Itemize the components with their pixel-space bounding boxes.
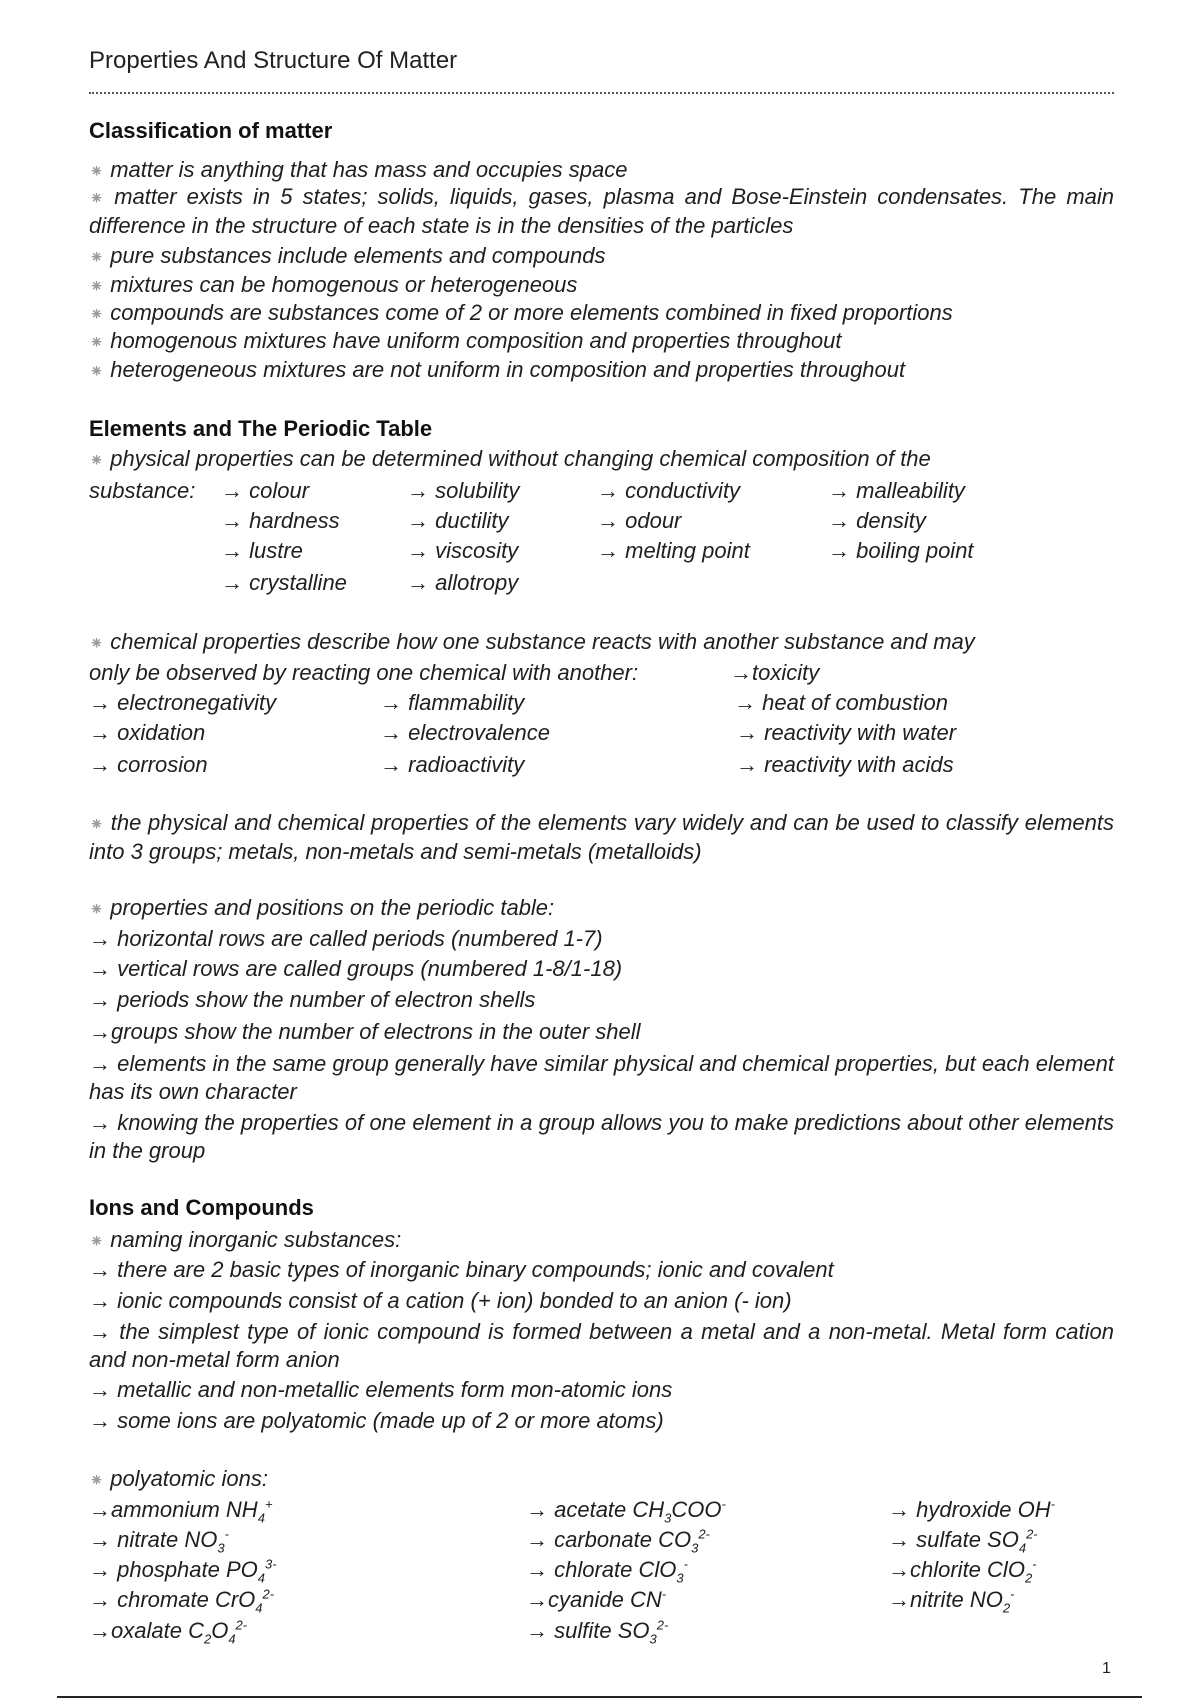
ion-formula-part: 2-	[1026, 1526, 1038, 1542]
ion-formula-part: 2-	[656, 1617, 669, 1633]
ion-formula-part: -	[661, 1586, 667, 1602]
classification-line: ⁕ pure substances include elements and compounds	[89, 243, 606, 268]
ion-formula-part: SO	[987, 1527, 1019, 1552]
physical-property: → odour	[597, 508, 682, 533]
ions-line: → the simplest type of ionic compound is formed between a metal and a non-metal. Metal form cation and non-metal form anion	[89, 1319, 1114, 1372]
physical-properties-intro: ⁕ physical properties can be determined without changing chemical composition of the	[89, 446, 931, 471]
periodic-position-line: → horizontal rows are called periods (numbered 1-7)	[89, 926, 603, 951]
polyatomic-ions-intro: ⁕ polyatomic ions:	[89, 1466, 268, 1491]
heading-periodic-table: Elements and The Periodic Table	[89, 416, 433, 441]
ion-name: → nitrate	[89, 1527, 185, 1552]
chemical-property: → flammability	[380, 690, 525, 715]
ion-name: → chromate	[89, 1587, 215, 1612]
periodic-position-line: →groups show the number of electrons in the outer shell	[89, 1019, 641, 1044]
ion-formula-part: 3	[649, 1631, 657, 1647]
chemical-property: → electronegativity	[89, 690, 277, 715]
ion-formula-part: 2-	[698, 1526, 710, 1542]
ion-name: →ammonium	[89, 1497, 226, 1522]
ion-formula-part: -	[1032, 1556, 1037, 1572]
ion-formula-part: CN	[629, 1587, 662, 1612]
ion-formula-part: ClO	[987, 1557, 1025, 1582]
physical-property: → boiling point	[828, 538, 974, 563]
polyatomic-ion	[526, 1587, 666, 1613]
page-number: 1	[1102, 1660, 1111, 1677]
classification-line: ⁕ matter exists in 5 states; solids, liquids, gases, plasma and Bose-Einstein condensates. The main difference in the structure of each state is in the densities of the particles	[89, 184, 1114, 238]
page-bottom-rule	[57, 1696, 1142, 1698]
ion-name: → sulfite	[526, 1618, 618, 1643]
ion-formula-part: 2	[203, 1631, 212, 1647]
ion-formula-part: 3	[664, 1510, 672, 1526]
ion-formula-part: OH	[1017, 1497, 1051, 1522]
chemical-property: → corrosion	[89, 752, 208, 777]
ion-formula-part: 2	[1002, 1600, 1011, 1616]
chemical-properties-intro: ⁕ chemical properties describe how one substance reacts with another substance and may	[89, 629, 975, 654]
periodic-position-line: → elements in the same group generally have similar physical and chemical properties, but each element has its own character	[89, 1051, 1114, 1104]
ions-line: → metallic and non-metallic elements form mon-atomic ions	[89, 1377, 673, 1402]
ion-formula-part: -	[721, 1496, 726, 1512]
ion-formula-part: CrO	[214, 1587, 256, 1612]
physical-property: → crystalline	[221, 570, 347, 595]
ion-formula-part: 4	[255, 1600, 263, 1616]
ion-formula-part: 3-	[265, 1556, 277, 1572]
polyatomic-ion	[526, 1526, 710, 1556]
bullet-icon: ⁕	[89, 1231, 105, 1251]
polyatomic-ion	[888, 1497, 1055, 1523]
classification-line: ⁕ homogenous mixtures have uniform composition and properties throughout	[89, 328, 842, 353]
polyatomic-ion	[89, 1526, 229, 1556]
ion-name: → chlorate	[526, 1557, 639, 1582]
physical-property: → viscosity	[407, 538, 519, 563]
ion-formula-part: 3	[217, 1540, 225, 1556]
ions-line: → ionic compounds consist of a cation (+ ion) bonded to an anion (- ion)	[89, 1288, 792, 1313]
ions-line: ⁕ naming inorganic substances:	[89, 1227, 402, 1252]
ion-formula-part: C	[188, 1618, 204, 1643]
bullet-icon: ⁕	[89, 188, 105, 208]
classify-elements-text: ⁕ the physical and chemical properties of the elements vary widely and can be used to classify elements into 3 groups; metals, non-metals and semi-metals (metalloids)	[89, 810, 1114, 864]
bullet-icon: ⁕	[89, 161, 105, 181]
ion-formula-part: NO	[969, 1587, 1003, 1612]
physical-property: → ductility	[407, 508, 509, 533]
ion-name: →nitrite	[888, 1587, 970, 1612]
chemical-property: →toxicity	[730, 660, 820, 685]
polyatomic-ion	[89, 1586, 275, 1616]
ion-name: →cyanide	[526, 1587, 630, 1612]
ion-formula-part: -	[683, 1556, 688, 1572]
polyatomic-ion	[526, 1496, 726, 1526]
ion-formula-part: CO	[658, 1527, 692, 1552]
chemical-property: → reactivity with water	[736, 720, 957, 745]
physical-property: → lustre	[221, 538, 303, 563]
bullet-icon: ⁕	[89, 899, 105, 919]
bullet-icon: ⁕	[89, 304, 105, 324]
periodic-position-line: ⁕ properties and positions on the periodic table:	[89, 895, 555, 920]
chemical-property: → radioactivity	[380, 752, 525, 777]
polyatomic-ion	[888, 1586, 1015, 1616]
polyatomic-ion	[89, 1496, 273, 1526]
classification-line: ⁕ heterogeneous mixtures are not uniform in composition and properties throughout	[89, 357, 906, 382]
ions-line: → some ions are polyatomic (made up of 2 or more atoms)	[89, 1408, 664, 1433]
bullet-icon: ⁕	[89, 450, 105, 470]
ion-formula-part: -	[224, 1526, 229, 1542]
ion-formula-part: PO	[225, 1557, 258, 1582]
polyatomic-ion	[89, 1556, 277, 1586]
ion-formula-part: 4	[257, 1510, 265, 1526]
physical-properties-lead: substance:	[89, 478, 196, 503]
ion-formula-part: 2-	[235, 1617, 248, 1633]
heading-ions-compounds: Ions and Compounds	[89, 1195, 314, 1220]
ion-formula-part: SO	[617, 1618, 650, 1643]
ion-formula-part: CH	[632, 1497, 665, 1522]
ion-formula-part: NO	[184, 1527, 218, 1552]
physical-property: → conductivity	[597, 478, 741, 503]
chemical-property: → heat of combustion	[734, 690, 949, 715]
ion-name: → acetate	[526, 1497, 633, 1522]
physical-property: → allotropy	[407, 570, 519, 595]
bullet-icon: ⁕	[89, 814, 105, 834]
ions-line: → there are 2 basic types of inorganic binary compounds; ionic and covalent	[89, 1257, 834, 1282]
ion-name: → phosphate	[89, 1557, 226, 1582]
polyatomic-ion	[526, 1617, 669, 1647]
polyatomic-ion	[89, 1617, 248, 1647]
physical-property: → density	[828, 508, 926, 533]
ion-formula-part: 2-	[262, 1586, 275, 1602]
physical-property: → melting point	[597, 538, 750, 563]
chemical-properties-intro: only be observed by reacting one chemical with another:	[89, 660, 639, 685]
ion-formula-part: 4	[257, 1570, 266, 1586]
periodic-position-line: → knowing the properties of one element in a group allows you to make predictions about other elements in the group	[89, 1110, 1114, 1163]
ion-formula-part: 2	[1024, 1570, 1033, 1586]
ion-name: →oxalate	[89, 1618, 189, 1643]
ion-formula-part: +	[264, 1496, 273, 1512]
classification-line: ⁕ mixtures can be homogenous or heterogeneous	[89, 272, 578, 297]
ion-formula-part: 3	[691, 1540, 699, 1556]
bullet-icon: ⁕	[89, 276, 105, 296]
heading-classification: Classification of matter	[89, 118, 333, 143]
ion-name: → sulfate	[888, 1527, 988, 1552]
ion-name: →chlorite	[888, 1557, 988, 1582]
physical-property: → colour	[221, 478, 310, 503]
page-title: Properties And Structure Of Matter	[89, 47, 458, 74]
ion-name: → carbonate	[526, 1527, 659, 1552]
ion-formula-part: 4	[1018, 1540, 1027, 1556]
bullet-icon: ⁕	[89, 1470, 105, 1490]
ion-formula-part: 4	[228, 1631, 236, 1647]
chemical-property: → oxidation	[89, 720, 206, 745]
bullet-icon: ⁕	[89, 332, 105, 352]
ion-formula-part: O	[211, 1618, 229, 1643]
ion-formula-part: -	[1010, 1586, 1015, 1602]
bullet-icon: ⁕	[89, 247, 105, 267]
ion-formula-part: ClO	[638, 1557, 677, 1582]
physical-property: → malleability	[828, 478, 965, 503]
ion-formula-part: NH	[225, 1497, 258, 1522]
ion-formula-part: -	[1050, 1496, 1055, 1512]
periodic-position-line: → periods show the number of electron shells	[89, 987, 536, 1012]
bullet-icon: ⁕	[89, 361, 105, 381]
bullet-icon: ⁕	[89, 633, 105, 653]
polyatomic-ion	[888, 1556, 1037, 1586]
polyatomic-ion	[888, 1526, 1038, 1556]
chemical-property: → reactivity with acids	[736, 752, 954, 777]
title-divider	[89, 92, 1114, 94]
ion-name: → hydroxide	[888, 1497, 1018, 1522]
classification-line: ⁕ compounds are substances come of 2 or more elements combined in fixed proportions	[89, 300, 953, 325]
polyatomic-ion	[526, 1556, 688, 1586]
periodic-position-line: → vertical rows are called groups (numbered 1-8/1-18)	[89, 956, 623, 981]
chemical-property: → electrovalence	[380, 720, 550, 745]
physical-property: → solubility	[407, 478, 520, 503]
ion-formula-part: 3	[676, 1570, 684, 1586]
ion-formula-part: COO	[671, 1497, 722, 1522]
classification-line: ⁕ matter is anything that has mass and occupies space	[89, 157, 628, 182]
physical-property: → hardness	[221, 508, 340, 533]
